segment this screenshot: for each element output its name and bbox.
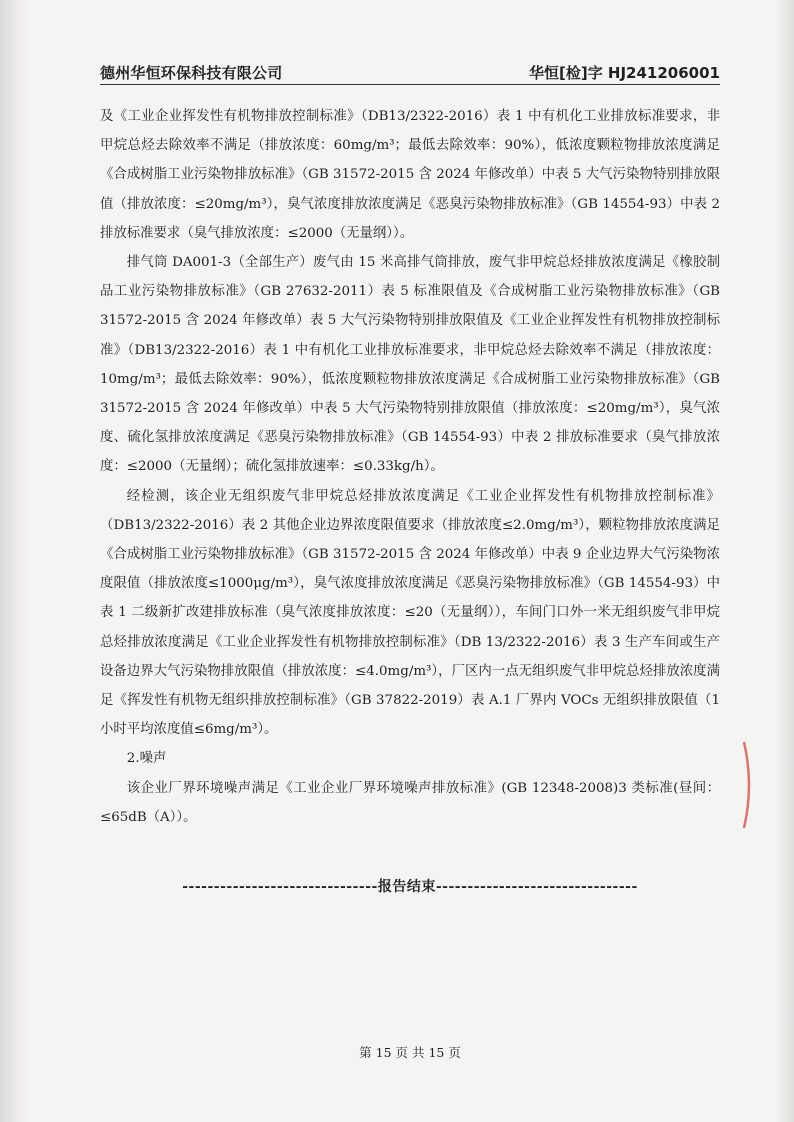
- report-end-marker: -------------------------------报告结束--------------------------------: [182, 879, 638, 895]
- paragraph-continuation: 及《工业企业挥发性有机物排放控制标准》（DB13/2322-2016）表 1 中有机化工业排放标准要求，非甲烷总烃去除效率不满足（排放浓度：60mg/m³；最低去除效率：90%），低浓度颗粒物排放浓度满足《合成树脂工业污染物排放标准》（GB 31572-2015 含 2024 年修改单）中表 5 大气污染物特别排放限值（排放浓度：≤20mg/m³），臭气浓度排放浓度满足《恶臭污染物排放标准》（GB 14554-93）中表 2 排放标准要求（臭气排放浓度：≤2000（无量纲））。: [100, 109, 720, 241]
- page-right-edge-shadow: [776, 0, 794, 1122]
- section-heading-noise: 2.噪声: [126, 751, 167, 767]
- paragraph-noise: 该企业厂界环境噪声满足《工业企业厂界环境噪声排放标准》(GB 12348-2008)3 类标准(昼间：≤65dB（A））。: [100, 780, 720, 825]
- page-left-edge-shadow: [0, 0, 28, 1122]
- paragraph-da001-3: 排气筒 DA001-3（全部生产）废气由 15 米高排气筒排放，废气非甲烷总烃排放浓度满足《橡胶制品工业污染物排放标准》（GB 27632-2011）表 5 标准限值及《合成树脂工业污染物排放标准》（GB 31572-2015 含 2024 年修改单）表 5 大气污染物特别排放限值及《工业企业挥发性有机物排放控制标准》（DB13/2322-2016）表 1 中有机化工业排放标准要求，非甲烷总烃去除效率不满足（排放浓度：10mg/m³；最低去除效率：90%），低浓度颗粒物排放浓度满足《合成树脂工业污染物排放标准》（GB 31572-2015 含 2024 年修改单）中表 5 大气污染物特别排放限值（排放浓度：≤20mg/m³），臭气浓度、硫化氢排放浓度满足《恶臭污染物排放标准》（GB 14554-93）中表 2 排放标准要求（臭气排放浓度：≤2000（无量纲）；硫化氢排放速率：≤0.33kg/h）。: [100, 255, 720, 475]
- report-number: 华恒[检]字 HJ241206001: [528, 64, 720, 82]
- red-seal-edge-mark: [740, 740, 756, 830]
- page-footer: 第 15 页 共 15 页: [359, 1045, 461, 1060]
- document-header: [100, 62, 720, 85]
- report-body: [100, 102, 720, 832]
- paragraph-fugitive-emissions: 经检测，该企业无组织废气非甲烷总烃排放浓度满足《工业企业挥发性有机物排放控制标准》（DB13/2322-2016）表 2 其他企业边界浓度限值要求（排放浓度≤2.0mg/m³），颗粒物排放浓度满足《合成树脂工业污染物排放标准》（GB 31572-2015 含 2024 年修改单）中表 9 企业边界大气污染物浓度限值（排放浓度≤1000μg/m³），臭气浓度排放浓度满足《恶臭污染物排放标准》（GB 14554-93）中表 1 二级新扩改建排放标准（臭气浓度排放浓度：≤20（无量纲）），车间门口外一米无组织废气非甲烷总烃排放浓度满足《工业企业挥发性有机物排放控制标准》（DB 13/2322-2016）表 3 生产车间或生产设备边界大气污染物排放限值（排放浓度：≤4.0mg/m³），厂区内一点无组织废气非甲烷总烃排放浓度满足《挥发性有机物无组织排放控制标准》（GB 37822-2019）表 A.1 厂界内 VOCs 无组织排放限值（1 小时平均浓度值≤6mg/m³）。: [100, 488, 720, 738]
- company-name: 德州华恒环保科技有限公司: [100, 64, 283, 82]
